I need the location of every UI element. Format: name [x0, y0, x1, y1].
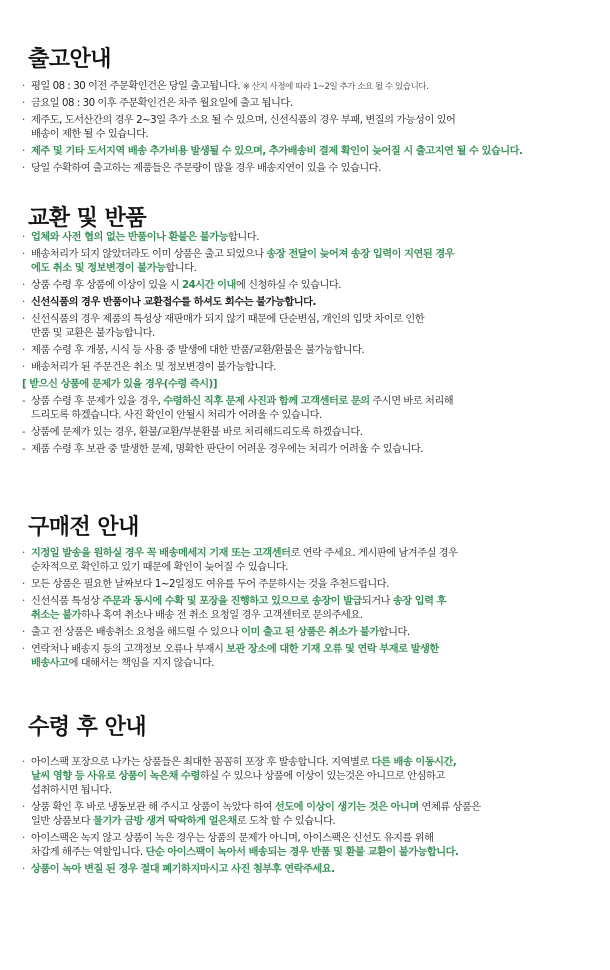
highlight-text: 지정일 발송을 원하실 경우 꼭 배송메세지 기재 또는 고객센터	[31, 548, 291, 559]
highlight-text: 물기가 금방 생겨 딱딱하게 얼은채	[92, 816, 237, 827]
section-items	[22, 547, 597, 674]
notice-item	[22, 248, 597, 276]
notice-line	[31, 344, 597, 358]
notice-item	[22, 595, 597, 623]
notice-line	[31, 262, 597, 276]
notice-line	[31, 784, 597, 798]
notice-text: 합니다.	[165, 263, 197, 274]
notice-item	[22, 395, 597, 423]
notice-line	[31, 801, 597, 815]
notice-item	[22, 443, 597, 457]
notice-text: 모든 상품은 필요한 날짜보다 1~2일정도 여유를 두어 주문하시는 것을 추천드립니다.	[31, 579, 389, 590]
notice-item	[22, 426, 597, 440]
notice-item	[22, 114, 597, 142]
notice-line	[31, 657, 597, 671]
notice-line	[31, 547, 597, 561]
section-items	[22, 756, 597, 880]
notice-item	[22, 296, 597, 310]
notice-line	[31, 815, 597, 829]
notice-line	[31, 409, 597, 423]
notice-line	[31, 863, 597, 877]
notice-text: 로 도착 할 수 있습니다.	[236, 816, 336, 827]
notice-line	[31, 80, 597, 94]
notice-text: 에 신청하실 수 있습니다.	[235, 280, 342, 291]
highlight-text: 단순 아이스팩이 녹아서 배송되는 경우 반품 및 환불 교환이 불가능합니다.	[145, 847, 459, 858]
highlight-text: 제주 및 기타 도서지역 배송 추가비용 발생될 수 있으며, 추가배송비 결제 확인이 늦어질 시 출고지연 될 수 있습니다.	[31, 146, 523, 157]
notice-text: 에 대해서는 책임을 지지 않습니다.	[68, 658, 214, 669]
highlight-text: 업체와 사전 협의 없는 반품이나 환불은 불가능	[31, 232, 229, 243]
notice-line	[31, 313, 597, 327]
notice-text: 신선식품의 경우 제품의 특성상 재판매가 되지 않기 때문에 단순변심, 개인의 입맛 차이로 인한	[31, 314, 425, 325]
notice-item	[22, 643, 597, 671]
highlight-text: 날씨 영향 등 사유로 상품이 녹은채 수령	[31, 771, 200, 782]
highlight-text: [ 받으신 상품에 문제가 있을 경우(수령 즉시)]	[22, 379, 218, 390]
section-title-before-purchase: 구매전 안내	[28, 515, 139, 540]
notice-text: 출고 전 상품은 배송취소 요청을 해드릴 수 있으나	[31, 627, 242, 638]
notice-line	[31, 279, 597, 293]
notice-text: 하나 혹여 취소나 배송 전 취소 요청일 경우 고객센터로 문의주세요.	[81, 610, 363, 621]
notice-line	[31, 248, 597, 262]
notice-text: 차갑게 해주는 역할입니다.	[31, 847, 146, 858]
notice-item	[22, 80, 597, 94]
highlight-text: 이미 출고 된 상품은 취소가 불가	[241, 627, 379, 638]
notice-subheading	[22, 378, 597, 392]
notice-text: 아이스팩은 녹지 않고 상품이 녹은 경우는 상품의 문제가 아니며, 아이스팩은 신선도 유지를 위해	[31, 833, 434, 844]
notice-item	[22, 279, 597, 293]
notice-text: 배송이 제한 될 수 있습니다.	[31, 129, 149, 140]
notice-text: 제품 수령 후 보관 중 발생한 문제, 명확한 판단이 어려운 경우에는 처리가 어려울 수 있습니다.	[31, 444, 424, 455]
notice-text: 평일 08 : 30 이전 주문확인건은 당일 출고됩니다.	[31, 81, 243, 92]
notice-line	[31, 595, 597, 609]
notice-line	[31, 296, 597, 310]
notice-text: 일반 상품보다	[31, 816, 93, 827]
highlight-text: 송장 전달이 늦어져 송장 입력이 지연된 경우	[266, 249, 455, 260]
notice-item	[22, 145, 597, 159]
notice-line	[31, 114, 597, 128]
highlight-text: 배송사고	[31, 658, 69, 669]
notice-line	[31, 426, 597, 440]
notice-line	[31, 327, 597, 341]
notice-line	[31, 128, 597, 142]
highlight-text: 에도 취소 및 정보변경이 불가능	[31, 263, 166, 274]
notice-text: 순차적으로 확인하고 있기 때문에 확인이 늦어질 수 있습니다.	[31, 562, 289, 573]
notice-item	[22, 344, 597, 358]
notice-text: 상품에 문제가 있는 경우, 환불/교환/부분환불 바로 처리해드리도록 하겠습니다.	[31, 427, 363, 438]
notice-item	[22, 361, 597, 375]
notice-line	[31, 846, 597, 860]
notice-text: 제품 수령 후 개봉, 시식 등 사용 중 발생에 대한 반품/교환/환불은 불가능합니다.	[31, 345, 365, 356]
section-title-exchange-return: 교환 및 반품	[28, 206, 147, 231]
notice-item	[22, 863, 597, 877]
notice-line	[31, 361, 597, 375]
notice-item	[22, 801, 597, 829]
section-items	[22, 80, 597, 179]
notice-line	[31, 162, 597, 176]
notice-text: 배송처리가 되지 않았더라도 이미 상품은 출고 되었으나	[31, 249, 267, 260]
notice-item	[22, 313, 597, 341]
highlight-text: 송장 입력 후	[392, 596, 447, 607]
notice-item	[22, 578, 597, 592]
notice-item	[22, 97, 597, 111]
highlight-text: 상품이 녹아 변질 된 경우 절대 폐기하지마시고 사진 첨부후 연락주세요.	[31, 864, 335, 875]
notice-line	[31, 626, 597, 640]
notice-text: 신선식품의 경우 반품이나 교환접수를 하셔도 회수는 불가능합니다.	[31, 297, 316, 308]
notice-text: 섭취하시면 됩니다.	[31, 785, 112, 796]
highlight-text: 선도에 이상이 생기는 것은 아니며	[274, 802, 419, 813]
notice-line	[31, 578, 597, 592]
notice-line	[31, 756, 597, 770]
notice-line	[31, 643, 597, 657]
notice-text: 당일 수확하여 출고하는 제품들은 주문량이 많을 경우 배송지연이 있을 수 있습니다.	[31, 163, 381, 174]
notice-item	[22, 832, 597, 860]
notice-line	[31, 770, 597, 784]
notice-text: 합니다.	[378, 627, 410, 638]
notice-text: 합니다.	[228, 232, 259, 243]
notice-line	[31, 443, 597, 457]
notice-item	[22, 756, 597, 798]
notice-text: 제주도, 도서산간의 경우 2~3일 추가 소요 될 수 있으며, 신선식품의 경우 부패, 변질의 가능성이 있어	[31, 115, 456, 126]
notice-text: 아이스팩 포장으로 나가는 상품들은 최대한 꼼꼼히 포장 후 발송합니다. 지역별로	[31, 757, 372, 768]
notice-line	[31, 145, 597, 159]
notice-line	[31, 395, 597, 409]
highlight-text: 취소는 불가	[31, 610, 82, 621]
notice-text: 반품 및 교환은 불가능합니다.	[31, 328, 155, 339]
notice-line	[22, 378, 597, 392]
notice-line	[31, 832, 597, 846]
notice-text: 드리도록 하겠습니다. 사진 확인이 안될시 처리가 어려울 수 있습니다.	[31, 410, 322, 421]
notice-text: 로 연락 주세요. 게시판에 남겨주실 경우	[290, 548, 458, 559]
section-items	[22, 231, 597, 460]
notice-text: 연체류 상품은	[418, 802, 481, 813]
notice-line	[31, 97, 597, 111]
notice-text: 배송처리가 된 주문건은 취소 및 정보변경이 불가능합니다.	[31, 362, 276, 373]
notice-line	[31, 609, 597, 623]
notice-item	[22, 626, 597, 640]
highlight-text: 주문과 동시에 수확 및 포장을 진행하고 있으므로 송장이 발급	[102, 596, 362, 607]
notice-line	[31, 231, 597, 245]
notice-item	[22, 547, 597, 575]
notice-text: 금요일 08 : 30 이후 주문확인건은 차주 월요일에 출고 됩니다.	[31, 98, 293, 109]
notice-item	[22, 231, 597, 245]
notice-text: 되거나	[361, 596, 393, 607]
highlight-text: 보관 장소에 대한 기재 오류 및 연락 부재로 발생한	[226, 644, 439, 655]
highlight-text: 24시간 이내	[182, 280, 236, 291]
notice-text: 연락처나 배송지 등의 고객정보 오류나 부재시	[31, 644, 227, 655]
section-title-after-delivery: 수령 후 안내	[28, 715, 147, 740]
notice-text: ※ 산지 사정에 따라 1~2일 추가 소요 될 수 있습니다.	[242, 82, 429, 92]
notice-text: 상품 수령 후 상품에 이상이 있을 시	[31, 280, 182, 291]
notice-text: 상품 확인 후 바로 냉동보관 해 주시고 상품이 녹았다 하여	[31, 802, 275, 813]
highlight-text: 다른 배송 이동시간,	[371, 757, 457, 768]
notice-text: 신선식품 특성상	[31, 596, 103, 607]
notice-line	[31, 561, 597, 575]
highlight-text: 수령하신 직후 문제 사진과 함께 고객센터로 문의	[163, 396, 370, 407]
notice-text: 상품 수령 후 문제가 있을 경우,	[31, 396, 164, 407]
section-title-shipping: 출고안내	[28, 47, 112, 72]
notice-item	[22, 162, 597, 176]
notice-text: 주시면 바로 처리해	[369, 396, 454, 407]
notice-text: 하실 수 있으나 상품에 이상이 있는것은 아니므로 안심하고	[199, 771, 445, 782]
